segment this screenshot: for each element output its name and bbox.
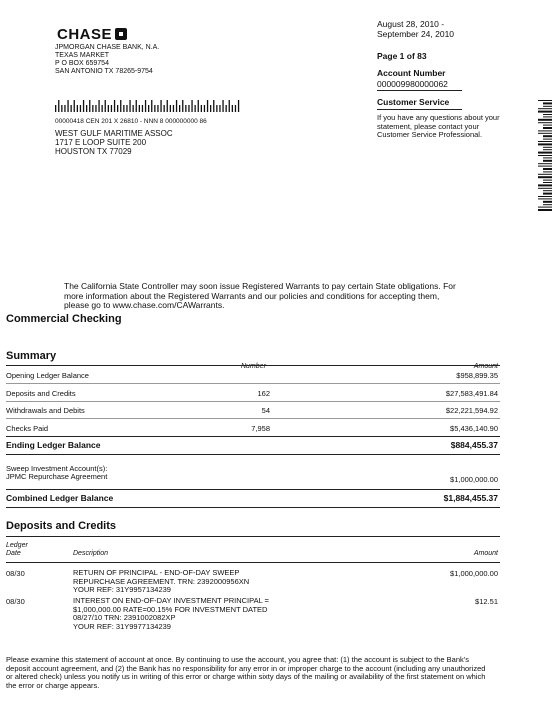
barcode-bar — [179, 105, 180, 112]
barcode-bar — [185, 105, 186, 112]
divider — [6, 536, 500, 537]
barcode-bar — [95, 105, 96, 112]
summary-row-amount: $5,436,140.90 — [450, 424, 498, 433]
account-number-label: Account Number — [377, 68, 446, 78]
logo-text: CHASE — [57, 26, 113, 43]
barcode-bar — [120, 100, 121, 112]
barcode-bar — [543, 114, 552, 115]
barcode-bar — [204, 105, 205, 112]
barcode-bar — [235, 105, 236, 112]
barcode-bar — [126, 105, 127, 112]
deposit-description-line: INTEREST ON END-OF-DAY INVESTMENT PRINCIPAL = — [73, 596, 269, 605]
deposit-date: 08/30 — [6, 569, 25, 578]
summary-row-label: Deposits and Credits — [6, 389, 76, 398]
barcode-bar — [543, 149, 552, 150]
barcode-bar — [117, 105, 118, 112]
side-barcode — [538, 100, 552, 212]
combined-balance-label: Combined Ledger Balance — [6, 493, 114, 503]
summary-col-amount: Amount — [473, 363, 498, 370]
barcode-bar — [543, 125, 552, 126]
barcode-bar — [86, 105, 87, 112]
divider — [6, 436, 500, 437]
barcode-bar — [538, 188, 552, 189]
sweep-label-line: Sweep Investment Account(s): — [6, 464, 108, 473]
barcode-bar — [543, 127, 552, 129]
divider — [6, 418, 500, 419]
barcode-bar — [543, 190, 552, 191]
barcode-bar — [58, 100, 59, 112]
summary-row-label: Opening Ledger Balance — [6, 371, 89, 380]
bank-address-line: TEXAS MARKET — [55, 52, 110, 59]
barcode-bar — [538, 163, 552, 164]
barcode-bar — [105, 100, 106, 112]
barcode-bar — [538, 152, 552, 154]
barcode-bar — [129, 100, 130, 112]
barcode-bar — [538, 209, 552, 211]
barcode-bar — [207, 100, 208, 112]
barcode-bar — [111, 105, 112, 112]
deposit-description-line: YOUR REF: 31Y9957134239 — [73, 585, 171, 594]
barcode-bar — [191, 100, 192, 112]
barcode-bar — [543, 182, 552, 183]
barcode-bar — [219, 105, 220, 112]
chase-logo — [57, 26, 127, 43]
customer-service-label: Customer Service — [377, 97, 450, 107]
deposit-amount: $1,000,000.00 — [450, 569, 498, 578]
barcode-bar — [538, 207, 552, 208]
col-date-line: Date — [6, 550, 21, 557]
barcode-bar — [89, 100, 90, 112]
barcode-bar — [222, 100, 223, 112]
sweep-amount: $1,000,000.00 — [450, 475, 498, 484]
deposits-col-amount: Amount — [473, 550, 498, 557]
bank-address — [55, 44, 159, 76]
barcode-bar — [229, 100, 230, 112]
barcode-bar — [538, 198, 552, 199]
divider — [6, 489, 500, 490]
barcode-bar — [538, 119, 552, 121]
summary-row-amount: $27,583,491.84 — [445, 389, 498, 398]
col-date-line: Ledger — [6, 542, 28, 549]
postal-code-line: 00000418 CEN 201 X 26810 - NNN 8 000000000 86 — [55, 118, 207, 125]
barcode-bar — [151, 100, 152, 112]
deposits-col-date — [6, 542, 28, 558]
period-start: August 28, 2010 - — [377, 19, 445, 29]
barcode-bar — [543, 106, 552, 107]
barcode-bar — [213, 100, 214, 112]
barcode-bar — [538, 166, 552, 167]
period-end: September 24, 2010 — [377, 28, 455, 39]
barcode-bar — [61, 105, 62, 112]
barcode-bar — [173, 105, 174, 112]
barcode-bar — [543, 139, 552, 140]
combined-balance-amount: $1,884,455.37 — [443, 493, 498, 503]
chase-octagon-icon — [115, 28, 127, 40]
customer-address-line: HOUSTON TX 77029 — [55, 147, 132, 156]
barcode-bar — [543, 157, 552, 158]
barcode-bar — [142, 105, 143, 112]
barcode-bar — [543, 171, 552, 172]
barcode-bar — [543, 102, 552, 104]
barcode-bar — [74, 100, 75, 112]
footer-disclaimer: Please examine this statement of account at once. By continuing to use the account, you agree that: (1) the account is subject to the Bank's deposit account agreement, and (2) the Bank has no responsibility for any error in or improper charge to the account (including any unauthorized or altered check) unless you notify us in writing of this error or charge within sixty days of the mailing or availability of the first statement on which the error or charge appears. — [6, 655, 486, 690]
barcode-bar — [543, 180, 552, 181]
summary-row-label: Withdrawals and Debits — [6, 406, 85, 415]
barcode-bar — [543, 204, 552, 205]
barcode-bar — [198, 100, 199, 112]
barcode-bar — [154, 105, 155, 112]
ending-balance-amount: $884,455.37 — [450, 440, 498, 450]
barcode-bar — [238, 100, 239, 112]
deposit-description-line: 08/27/10 TRN: 2391002082XP — [73, 613, 176, 622]
sweep-label — [6, 465, 107, 481]
customer-service-text: If you have any questions about your statement, please contact your Customer Service Professional. — [377, 113, 500, 139]
summary-row-number: 162 — [257, 389, 270, 398]
divider — [377, 90, 462, 91]
divider — [377, 109, 462, 110]
barcode-bar — [71, 105, 72, 112]
barcode-bar — [55, 105, 56, 112]
summary-row-amount: $22,221,594.92 — [445, 406, 498, 415]
deposit-description — [73, 569, 249, 595]
barcode-bar — [538, 141, 552, 142]
account-type-heading: Commercial Checking — [6, 313, 122, 325]
deposit-amount: $12.51 — [475, 597, 498, 606]
barcode-bar — [538, 111, 552, 113]
barcode-bar — [210, 105, 211, 112]
barcode-bar — [182, 100, 183, 112]
barcode-bar — [123, 105, 124, 112]
barcode-bar — [538, 143, 552, 145]
summary-heading: Summary — [6, 350, 57, 362]
barcode-bar — [83, 100, 84, 112]
deposit-description-line: YOUR REF: 31Y9977134239 — [73, 621, 171, 631]
divider — [6, 383, 500, 384]
divider — [6, 562, 500, 563]
summary-row-number: 7,958 — [251, 424, 270, 433]
barcode-bar — [543, 168, 552, 170]
barcode-bar — [538, 130, 552, 131]
barcode-bar — [188, 105, 189, 112]
customer-address-line: 1717 E LOOP SUITE 200 — [55, 138, 147, 147]
account-number: 000009980000062 — [377, 79, 448, 89]
summary-row-amount: $958,899.35 — [456, 371, 498, 380]
warrants-notice: The California State Controller may soon issue Registered Warrants to pay certain State obligations. For more information about the Registered Warrants and our policies and conditions for accepting them, please go to www.chase.com/CAWarrants. — [64, 281, 456, 310]
barcode-bar — [538, 108, 552, 109]
summary-row-number: 54 — [261, 406, 270, 415]
barcode-bar — [98, 100, 99, 112]
barcode-bar — [543, 193, 552, 195]
barcode-bar — [67, 100, 68, 112]
barcode-bar — [226, 105, 227, 112]
summary-col-number: Number — [241, 363, 266, 370]
bank-address-line: JPMORGAN CHASE BANK, N.A. — [55, 44, 160, 51]
deposit-description — [73, 597, 269, 631]
barcode-bar — [133, 105, 134, 112]
barcode-bar — [64, 105, 65, 112]
deposits-col-description: Description — [73, 550, 109, 557]
barcode-bar — [114, 100, 115, 112]
barcode-bar — [543, 135, 552, 137]
sweep-label-line: JPMC Repurchase Agreement — [6, 472, 108, 481]
customer-address — [55, 129, 173, 156]
deposits-heading: Deposits and Credits — [6, 520, 117, 532]
bank-address-line: SAN ANTONIO TX 78265-9754 — [55, 68, 153, 75]
bank-address-line: P O BOX 659754 — [55, 60, 109, 67]
page-indicator: Page 1 of 83 — [377, 51, 427, 61]
divider — [6, 507, 500, 508]
barcode-bar — [543, 147, 552, 148]
barcode-bar — [148, 105, 149, 112]
barcode-bar — [216, 105, 217, 112]
barcode-bar — [538, 174, 552, 175]
barcode-bar — [232, 105, 233, 112]
barcode-bar — [543, 116, 552, 117]
barcode-bar — [543, 160, 552, 162]
barcode-bar — [176, 100, 177, 112]
deposit-description-line: $1,000,000.00 RATE=00.15% FOR INVESTMENT DATED — [73, 604, 268, 614]
barcode-bar — [538, 100, 552, 101]
barcode-bar — [538, 155, 552, 156]
ending-balance-label: Ending Ledger Balance — [6, 440, 101, 450]
statement-period — [377, 20, 454, 39]
barcode-bar — [157, 105, 158, 112]
barcode-bar — [164, 105, 165, 112]
barcode-bar — [538, 196, 552, 197]
deposit-date: 08/30 — [6, 597, 25, 606]
summary-row-label: Checks Paid — [6, 424, 49, 433]
barcode-bar — [543, 201, 552, 203]
barcode-bar — [145, 100, 146, 112]
divider — [6, 454, 500, 455]
customer-address-line: WEST GULF MARITIME ASSOC — [55, 129, 173, 138]
barcode-bar — [136, 100, 137, 112]
barcode-bar — [538, 122, 552, 123]
barcode-bar — [139, 105, 140, 112]
barcode-bar — [170, 105, 171, 112]
barcode-bar — [538, 176, 552, 178]
barcode-bar — [160, 100, 161, 112]
barcode-bar — [538, 133, 552, 134]
barcode-bar — [80, 105, 81, 112]
barcode-bar — [201, 105, 202, 112]
barcode-bar — [92, 105, 93, 112]
postal-barcode — [55, 100, 240, 112]
barcode-bar — [538, 184, 552, 186]
barcode-bar — [108, 105, 109, 112]
barcode-bar — [77, 105, 78, 112]
divider — [6, 401, 500, 402]
barcode-bar — [102, 105, 103, 112]
divider — [6, 365, 500, 366]
barcode-bar — [195, 105, 196, 112]
deposit-description-line: RETURN OF PRINCIPAL - END-OF-DAY SWEEP — [73, 568, 240, 577]
deposit-description-line: REPURCHASE AGREEMENT. TRN: 2392000956XN — [73, 576, 250, 586]
barcode-bar — [167, 100, 168, 112]
